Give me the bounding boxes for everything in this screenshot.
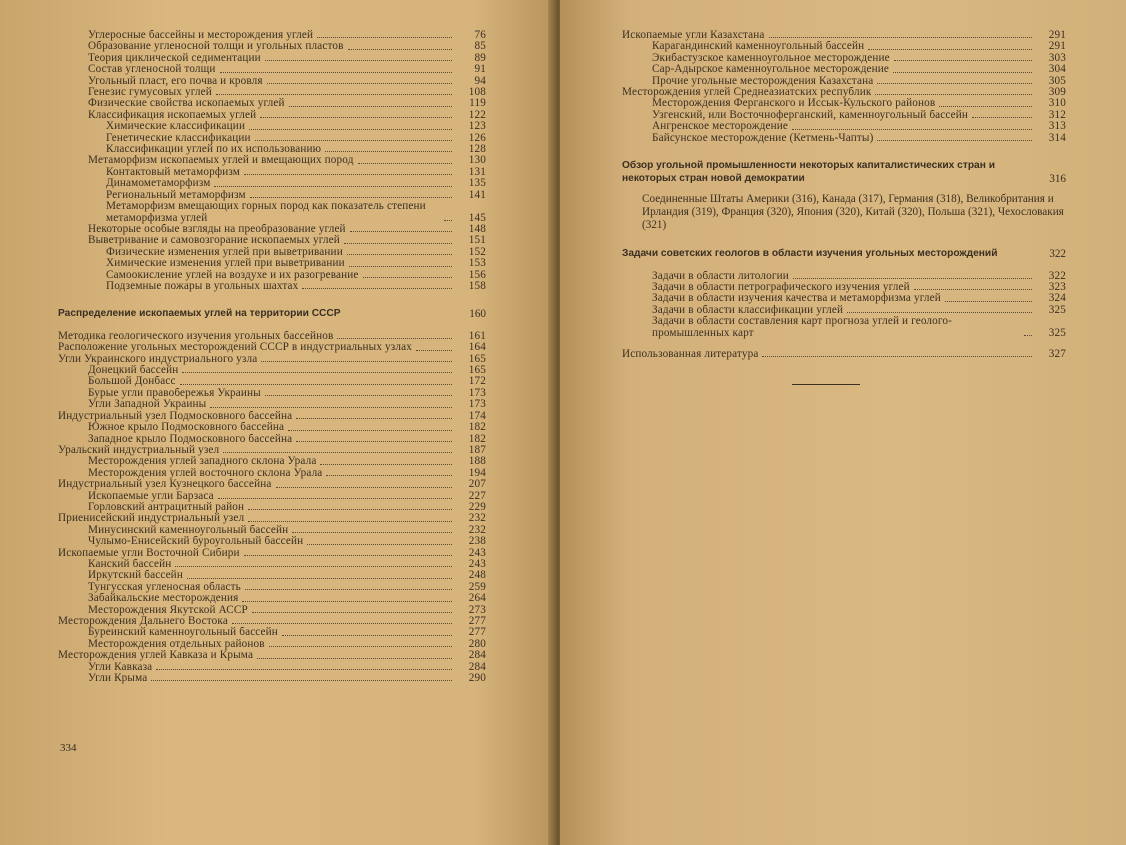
entry-title: Динамометаморфизм: [106, 178, 211, 190]
right-page: [560, 0, 1126, 845]
entry-title: Тунгусская угленосная область: [88, 581, 241, 593]
entry-page: 309: [1048, 86, 1066, 99]
leader-dots: [265, 60, 452, 61]
toc-entry: [622, 64, 1066, 75]
toc-entry: [58, 582, 486, 593]
toc-entry: [58, 399, 486, 410]
entry-title: Химические изменения углей при выветривании: [106, 258, 345, 270]
toc-entry: [58, 121, 486, 132]
entry-title: Региональный метаморфизм: [106, 189, 246, 201]
leader-dots: [248, 509, 452, 510]
leader-dots: [1024, 335, 1032, 336]
entry-title: Забайкальские месторождения: [88, 593, 239, 605]
toc-entry: [58, 536, 486, 547]
entry-page: 182: [468, 421, 486, 434]
leader-dots: [769, 37, 1032, 38]
entry-title: Сар-Адырское каменноугольное месторождение: [652, 64, 890, 76]
entry-title: Месторождения Дальнего Востока: [58, 616, 228, 627]
entry-page: 232: [468, 512, 486, 525]
entry-title: Ископаемые угли Казахстана: [622, 30, 765, 41]
leader-dots: [792, 129, 1032, 130]
entry-page: 304: [1048, 63, 1066, 76]
leader-dots: [252, 612, 452, 613]
entry-title: Методика геологического изучения угольных бассейнов: [58, 330, 334, 342]
entry-page: 165: [468, 364, 486, 377]
toc-entry: [58, 627, 486, 638]
entry-page: 122: [468, 108, 486, 121]
section-title: Распределение ископаемых углей на территории СССР: [58, 308, 341, 320]
leader-dots: [232, 623, 452, 624]
entry-page: 145: [468, 211, 486, 224]
toc-entry: [58, 64, 486, 75]
entry-page: 324: [1048, 292, 1066, 305]
leader-dots: [296, 441, 452, 442]
toc-entry: [58, 456, 486, 467]
entry-page: 227: [468, 489, 486, 502]
entry-title: Состав угленосной толщи: [88, 64, 216, 76]
leader-dots: [257, 658, 452, 659]
entry-page: 207: [468, 478, 486, 491]
leader-dots: [244, 174, 452, 175]
entry-title: Задачи в области литологии: [652, 270, 789, 282]
toc-entry: [58, 167, 486, 178]
leader-dots: [260, 117, 452, 118]
entry-page: 277: [468, 615, 486, 627]
entry-page: 148: [468, 222, 486, 235]
toc-entry: [622, 271, 1066, 282]
toc-entry: [58, 479, 486, 490]
entry-title: Западное крыло Подмосковного бассейна: [88, 433, 293, 445]
leader-dots: [249, 129, 452, 130]
entry-title: Большой Донбасс: [88, 376, 176, 388]
toc-entry: [622, 30, 1066, 41]
toc-entry: [58, 235, 486, 246]
leader-dots: [347, 254, 452, 255]
entry-title: Прочие угольные месторождения Казахстана: [652, 75, 874, 87]
toc-entry: [622, 76, 1066, 87]
toc-entry: [58, 434, 486, 445]
toc-entry: [58, 247, 486, 258]
leader-dots: [245, 589, 452, 590]
toc-entry: [58, 411, 486, 422]
entry-page: 303: [1048, 51, 1066, 64]
entry-page: 248: [468, 569, 486, 582]
entry-title: Физические свойства ископаемых углей: [88, 98, 285, 110]
toc-entry: [58, 178, 486, 189]
toc-entry: [58, 491, 486, 502]
entry-page: 314: [1048, 131, 1066, 144]
leader-dots: [218, 498, 452, 499]
toc-entry: [58, 525, 486, 536]
entry-page: 284: [468, 649, 486, 662]
entry-title: Карагандинский каменноугольный бассейн: [652, 41, 865, 53]
leader-dots: [307, 544, 452, 545]
entry-title: Контактовый метаморфизм: [106, 166, 241, 178]
entry-page: 85: [474, 40, 486, 53]
leader-dots: [358, 163, 452, 164]
leader-dots: [276, 487, 452, 488]
toc-entry: [622, 282, 1066, 293]
entry-title: Химические классификации: [106, 121, 246, 133]
leader-dots: [348, 49, 452, 50]
toc-entry: [622, 293, 1066, 304]
toc-entry: [622, 87, 1066, 98]
entry-title: Генезис гумусовых углей: [88, 87, 212, 99]
entry-page: 312: [1048, 108, 1066, 121]
toc-entry: [58, 354, 486, 365]
leader-dots: [444, 220, 452, 221]
entry-page: 119: [469, 97, 486, 110]
entry-page: 128: [468, 143, 486, 156]
entry-title: Чулымо-Енисейский буроугольный бассейн: [88, 536, 304, 548]
left-page: [0, 0, 556, 845]
entry-page: 173: [468, 386, 486, 399]
toc-list-right: [622, 30, 1066, 144]
entry-page: 259: [468, 580, 486, 593]
entry-page: 291: [1048, 29, 1066, 41]
leader-dots: [282, 635, 452, 636]
entry-page: 313: [1048, 120, 1066, 133]
entry-page: 152: [468, 245, 486, 258]
leader-dots: [302, 288, 452, 289]
entry-title: Месторождения углей западного склона Урала: [88, 456, 317, 468]
leader-dots: [151, 680, 452, 681]
entry-title: Задачи в области изучения качества и метаморфизма углей: [652, 293, 941, 305]
entry-title: Самоокисление углей на воздухе и их разогревание: [106, 269, 359, 281]
entry-page: 126: [468, 131, 486, 144]
entry-title: Задачи в области петрографического изучения углей: [652, 281, 910, 293]
entry-title: Бурые угли правобережья Украины: [88, 387, 261, 399]
entry-page: 131: [468, 165, 486, 178]
leader-dots: [187, 578, 452, 579]
entry-title: Использованная литература: [622, 349, 759, 360]
entry-title: Физические изменения углей при выветривании: [106, 246, 343, 258]
leader-dots: [363, 277, 453, 278]
entry-page: 232: [468, 523, 486, 536]
toc-entry: [58, 605, 486, 616]
toc-list-left: [58, 30, 486, 292]
entry-page: 194: [468, 466, 486, 479]
end-divider: [792, 384, 860, 385]
section-heading-distribution: [58, 308, 486, 321]
entry-page: 290: [468, 672, 486, 685]
leader-dots: [288, 430, 452, 431]
entry-page: 322: [1048, 269, 1066, 282]
entry-title: Метаморфизм ископаемых углей и вмещающих пород: [88, 155, 354, 167]
toc-entry: [58, 593, 486, 604]
leader-dots: [762, 356, 1032, 357]
entry-page: 291: [1048, 40, 1066, 53]
entry-title: Индустриальный узел Подмосковного бассейна: [58, 410, 293, 422]
entry-page: 151: [468, 234, 486, 247]
toc-entry: [58, 76, 486, 87]
entry-page: 165: [468, 352, 486, 365]
entry-page: 135: [468, 177, 486, 190]
toc-entry: [58, 342, 486, 353]
toc-entry: [622, 133, 1066, 144]
countries-list: Соединенные Штаты Америки (316), Канада (317), Германия (318), Великобритания и Ирландия (319), Франция (320), Япония (320), Китай (320), Польша (321), Чехословакия (321): [642, 193, 1064, 232]
leader-dots: [847, 312, 1032, 313]
entry-title: Месторождения углей восточного склона Урала: [88, 467, 323, 479]
entry-title: Узгенский, или Восточноферганский, каменноугольный бассейн: [652, 109, 969, 121]
entry-page: 130: [468, 154, 486, 167]
toc-entry: [58, 365, 486, 376]
toc-entry: [58, 30, 486, 41]
section-heading-overview: [622, 160, 1066, 185]
leader-dots: [416, 350, 452, 351]
toc-entry: [58, 388, 486, 399]
leader-dots: [877, 83, 1032, 84]
leader-dots: [350, 231, 452, 232]
toc-entry: [622, 98, 1066, 109]
entry-page: 91: [474, 63, 486, 76]
leader-dots: [175, 566, 452, 567]
toc-entry: [58, 110, 486, 121]
leader-dots: [156, 669, 452, 670]
leader-dots: [250, 197, 452, 198]
entry-title: Ангренское месторождение: [652, 121, 788, 133]
leader-dots: [945, 301, 1032, 302]
toc-entry: [58, 616, 486, 627]
entry-title: Месторождения отдельных районов: [88, 638, 265, 650]
entry-title: Теория циклической седиментации: [88, 52, 261, 64]
leader-dots: [914, 289, 1032, 290]
entry-page: 172: [468, 375, 486, 388]
leader-dots: [326, 475, 452, 476]
entry-title: Экибастузское каменноугольное месторождение: [652, 52, 890, 64]
entry-page: 323: [1048, 280, 1066, 293]
entry-title: Иркутский бассейн: [88, 570, 183, 582]
toc-entry: [58, 270, 486, 281]
leader-dots: [292, 532, 452, 533]
toc-list-left-2: [58, 331, 486, 685]
leader-dots: [344, 243, 452, 244]
toc-entry: [58, 548, 486, 559]
leader-dots: [868, 49, 1032, 50]
toc-entry: [58, 155, 486, 166]
entry-page: 89: [474, 51, 486, 64]
entry-page: 305: [1048, 74, 1066, 87]
page-number: 334: [60, 742, 77, 754]
toc-entry: [58, 468, 486, 479]
entry-title: Классификация ископаемых углей: [88, 109, 257, 121]
leader-dots: [877, 140, 1032, 141]
leader-dots: [349, 266, 452, 267]
toc-entry: [622, 121, 1066, 132]
toc-entry: [58, 201, 486, 224]
leader-dots: [255, 140, 452, 141]
entry-title: Угли Крыма: [88, 673, 148, 685]
leader-dots: [875, 94, 1032, 95]
entry-title: Образование угленосной толщи и угольных пластов: [88, 41, 344, 53]
toc-entry: [622, 41, 1066, 52]
entry-page: 310: [1048, 97, 1066, 110]
leader-dots: [261, 361, 452, 362]
toc-entry: [58, 53, 486, 64]
entry-title: Задачи в области классификации углей: [652, 304, 844, 316]
section-heading-tasks: [622, 248, 1066, 261]
entry-title: Месторождения Ферганского и Иссык-Кульского районов: [652, 98, 936, 110]
leader-dots: [248, 521, 452, 522]
entry-title: Классификации углей по их использованию: [106, 144, 322, 156]
entry-title: Ископаемые угли Восточной Сибири: [58, 547, 240, 559]
entry-page: 243: [468, 557, 486, 570]
entry-page: 123: [468, 120, 486, 133]
entry-title: Буреинский каменноугольный бассейн: [88, 627, 278, 639]
section-page: 160: [469, 308, 486, 321]
entry-title: Угольный пласт, его почва и кровля: [88, 75, 263, 87]
leader-dots: [317, 37, 452, 38]
entry-page: 182: [468, 432, 486, 445]
entry-page: 153: [468, 257, 486, 270]
toc-entry: [622, 110, 1066, 121]
entry-page: 141: [468, 188, 486, 201]
entry-title: Метаморфизм вмещающих горных пород как показатель степени метаморфизма углей: [106, 201, 426, 224]
leader-dots: [793, 278, 1032, 279]
toc-entry: [58, 662, 486, 673]
entry-page: 273: [468, 603, 486, 616]
leader-dots: [214, 186, 452, 187]
toc-entry: [58, 376, 486, 387]
toc-entry: [58, 502, 486, 513]
leader-dots: [337, 338, 452, 339]
entry-page: 264: [468, 592, 486, 605]
toc-entry: [58, 650, 486, 661]
entry-title: Индустриальный узел Кузнецкого бассейна: [58, 479, 272, 491]
entry-title: Задачи в области составления карт прогноза углей и геолого-промышленных карт: [652, 316, 952, 339]
toc-entry: [58, 144, 486, 155]
leader-dots: [939, 106, 1032, 107]
leader-dots: [223, 452, 452, 453]
entry-title: Горловский антрацитный район: [88, 501, 245, 513]
entry-page: 173: [468, 398, 486, 411]
leader-dots: [180, 384, 452, 385]
leader-dots: [894, 60, 1032, 61]
toc-entry: [58, 281, 486, 292]
entry-page: 229: [468, 500, 486, 513]
toc-entry: [622, 316, 1066, 339]
entry-title: Ископаемые угли Барзаса: [88, 490, 214, 502]
entry-title: Месторождения углей Кавказа и Крыма: [58, 650, 254, 662]
entry-title: Месторождения углей Среднеазиатских республик: [622, 87, 872, 99]
entry-title: Угли Кавказа: [88, 661, 153, 673]
entry-page: 277: [468, 626, 486, 639]
entry-title: Некоторые особые взгляды на преобразование углей: [88, 223, 346, 235]
leader-dots: [182, 372, 452, 373]
entry-page: 280: [468, 637, 486, 650]
entry-page: 238: [468, 535, 486, 548]
entry-page: 325: [1048, 303, 1066, 316]
toc-entry: [58, 190, 486, 201]
toc-entry: [58, 41, 486, 52]
leader-dots: [893, 72, 1032, 73]
entry-page: 94: [474, 74, 486, 87]
entry-title: Канский бассейн: [88, 558, 172, 570]
leader-dots: [289, 106, 452, 107]
toc-entry: [58, 559, 486, 570]
leader-dots: [972, 117, 1032, 118]
leader-dots: [220, 72, 452, 73]
entry-page: 327: [1048, 348, 1066, 360]
toc-entry: [58, 258, 486, 269]
leader-dots: [320, 464, 452, 465]
toc-entry: [58, 422, 486, 433]
entry-page: 76: [474, 29, 486, 41]
entry-title: Углеросные бассейны и месторождения углей: [88, 30, 314, 41]
entry-page: 325: [1048, 326, 1066, 339]
entry-page: 284: [468, 660, 486, 673]
entry-title: Донецкий бассейн: [88, 365, 179, 377]
toc-entry: [58, 133, 486, 144]
entry-title: Байсунское месторождение (Кетмень-Чапты): [652, 132, 874, 144]
entry-title: Угли Украинского индустриального узла: [58, 353, 258, 365]
entry-page: 158: [468, 279, 486, 292]
entry-title: Минусинский каменноугольный бассейн: [88, 524, 289, 536]
section-page: 322: [1049, 248, 1066, 261]
section-title: Задачи советских геологов в области изучения угольных месторождений: [622, 248, 998, 260]
entry-page: 108: [468, 86, 486, 99]
leader-dots: [265, 395, 452, 396]
entry-page: 156: [468, 268, 486, 281]
leader-dots: [210, 407, 452, 408]
toc-entry: [58, 513, 486, 524]
entry-page: 174: [468, 409, 486, 422]
entry-title: Приенисейский индустриальный узел: [58, 513, 245, 525]
section-title: Обзор угольной промышленности некоторых капиталистических стран и некоторых стран новой демократии: [622, 160, 995, 184]
entry-title: Подземные пожары в угольных шахтах: [106, 280, 299, 292]
toc-entry: [58, 570, 486, 581]
leader-dots: [242, 601, 452, 602]
leader-dots: [216, 94, 452, 95]
section-page: 316: [1049, 172, 1066, 185]
leader-dots: [267, 83, 452, 84]
entry-page: 188: [468, 455, 486, 468]
entry-title: Уральский индустриальный узел: [58, 444, 220, 456]
toc-entry: [58, 331, 486, 342]
toc-entry: [58, 224, 486, 235]
toc-entry: [622, 53, 1066, 64]
toc-entry-literature: [622, 349, 1066, 360]
toc-entry: [622, 305, 1066, 316]
entry-title: Угли Западной Украины: [88, 399, 207, 411]
entry-title: Месторождения Якутской АССР: [88, 604, 248, 616]
entry-title: Расположение угольных месторождений СССР в индустриальных узлах: [58, 342, 412, 354]
entry-page: 161: [468, 329, 486, 342]
toc-entry: [58, 639, 486, 650]
toc-list-right-2: [622, 271, 1066, 339]
toc-entry: [58, 87, 486, 98]
entry-title: Южное крыло Подмосковного бассейна: [88, 422, 285, 434]
entry-title: Генетические классификации: [106, 132, 251, 144]
leader-dots: [325, 151, 452, 152]
leader-dots: [244, 555, 452, 556]
toc-entry: [58, 445, 486, 456]
entry-title: Выветривание и самовозгорание ископаемых углей: [88, 235, 340, 247]
toc-entry: [58, 673, 486, 684]
entry-page: 164: [468, 341, 486, 354]
entry-page: 243: [468, 546, 486, 559]
toc-entry: [58, 98, 486, 109]
leader-dots: [269, 646, 452, 647]
entry-page: 187: [468, 443, 486, 456]
leader-dots: [296, 418, 452, 419]
